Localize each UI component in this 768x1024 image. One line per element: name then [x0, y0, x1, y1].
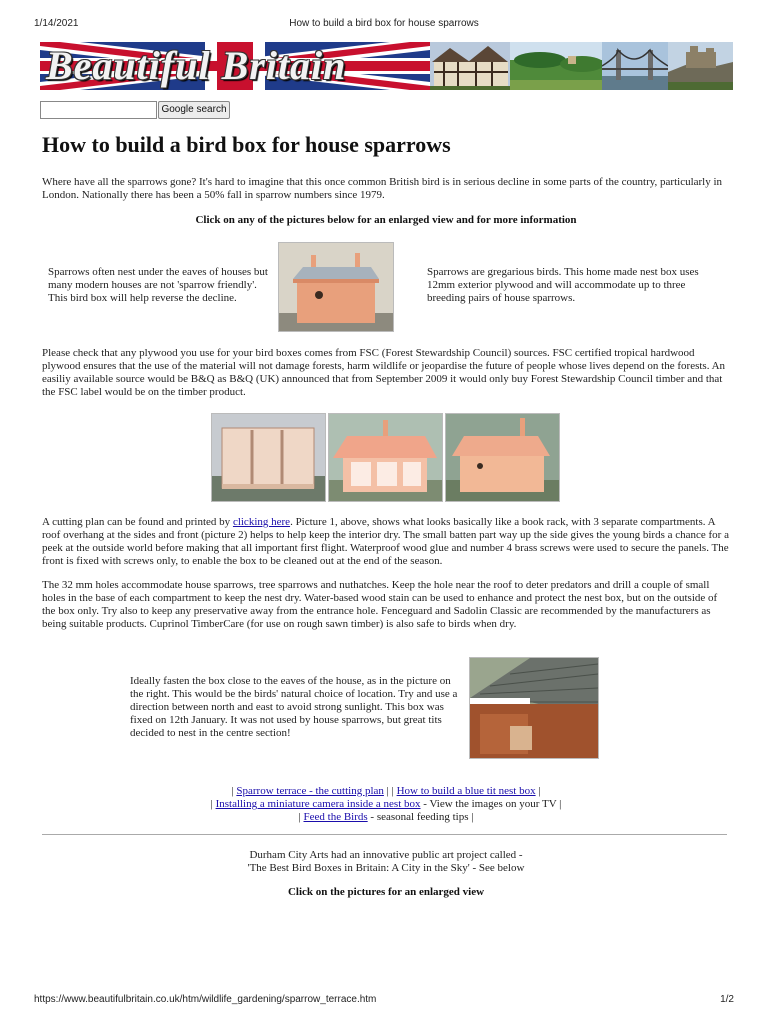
banner-photo-bridge	[602, 42, 668, 90]
holes-paragraph: The 32 mm holes accommodate house sparrows, tree sparrows and nuthatches. Keep the hole near the roof to deter predators and drill a couple of small holes in the base of each compartment to keep the nest dry. Water-based wood stain can be used to enhance and protect the nest box, but on the outside of the box only. Try also to keep any preservative away from the entrance hole. Fenceguard and Sadolin Classic are recommended by the manufacturers as being suitable products. Cuprinol TimberCare (for use on rough sawn timber) is also safe to birds when dry.	[42, 579, 718, 630]
nest-box-on-house-photo[interactable]	[469, 657, 599, 759]
fsc-paragraph: Please check that any plywood you use for your bird boxes comes from FSC (Forest Stewardship Council) sources. FSC certified tropical hardwood plywood ensures that the use of the material will not damage forests, harm wildlife or jeopardise the future of people whose lives depend on the forests. An easiliy available source would be B&Q as B&Q (UK) announced that from September 2009 it would only buy Forest Stewardship Council timber and that the FSC label would be on the timber product.	[42, 347, 726, 398]
nest-box-photo-1[interactable]	[211, 413, 326, 502]
nest-box-photo-main[interactable]	[278, 242, 394, 332]
link-suffix: - seasonal feeding tips |	[367, 811, 474, 823]
intro-paragraph: Where have all the sparrows gone? It's hard to imagine that this once common British bird is in serious decline in some parts of the country, particularly in London. Nationally there has been a 50% fall in sparrow numbers since 1979.	[42, 176, 723, 201]
cutting-text-before: A cutting plan can be found and printed by	[42, 516, 233, 528]
nest-box-photo-2[interactable]	[328, 413, 443, 502]
left-caption: Sparrows often nest under the eaves of houses but many modern houses are not 'sparrow friendly'. This bird box will help reverse the decline.	[48, 266, 268, 304]
nest-box-photo-3[interactable]	[445, 413, 560, 502]
site-logo-text: Beautiful Britain	[46, 43, 347, 88]
separator: |	[535, 785, 541, 797]
print-page-number: 1/2	[720, 994, 734, 1005]
separator: |	[298, 811, 304, 823]
related-links-line-3	[42, 810, 730, 824]
banner-photo-castle	[668, 42, 733, 90]
cutting-text-after: . Picture 1, above, shows what looks basically like a book rack, with 3 separate compartments. A roof overhang at the sides and front (picture 2) helps to help keep the interior dry. The small batten part way up the side gives the young birds a chance for a peek at the outside world before making that all important first flight. Waterproof wood glue and number 4 brass screws were used to secure the panels. The front is fixed with screws only, to enable the box to be cleaned out at the end of the season.	[42, 516, 729, 567]
blue-tit-nest-box-link[interactable]: How to build a blue tit nest box	[396, 785, 536, 797]
link-suffix: - View the images on your TV |	[420, 798, 562, 810]
banner-photo-countryside	[510, 42, 602, 90]
print-footer	[34, 994, 734, 1008]
page-title: How to build a bird box for house sparrows	[42, 132, 451, 157]
site-banner[interactable]	[40, 42, 733, 90]
right-caption: Sparrows are gregarious birds. This home made nest box uses 12mm exterior plywood and will accommodate up to three breeding pairs of house sparrows.	[427, 266, 699, 304]
google-search-button[interactable]: Google search	[158, 101, 230, 119]
miniature-camera-link[interactable]: Installing a miniature camera inside a nest box	[215, 798, 421, 810]
print-date: 1/14/2021	[34, 18, 79, 29]
click-note: Click on any of the pictures below for an enlarged view and for more information	[195, 214, 577, 226]
divider	[42, 834, 727, 835]
related-links-line-2	[42, 797, 730, 811]
separator: |	[210, 798, 216, 810]
search-input[interactable]	[40, 101, 157, 119]
print-title: How to build a bird box for house sparrows	[289, 18, 479, 29]
durham-line-1: Durham City Arts had an innovative public art project called -	[249, 849, 523, 861]
durham-line-2: 'The Best Bird Boxes in Britain: A City in the Sky' - See below	[247, 862, 525, 874]
print-header	[34, 18, 734, 32]
separator: |	[231, 785, 237, 797]
clicking-here-link[interactable]: clicking here	[232, 516, 291, 528]
banner-photo-tudor-house	[430, 42, 510, 90]
fasten-paragraph: Ideally fasten the box close to the eaves of the house, as in the picture on the right. This would be the birds' natural choice of location. Try and use a direction between north and east to avoid strong sunlight. This box was fixed on 12th January. It was not used by house sparrows, but great tits decided to nest in the centre section!	[130, 675, 458, 739]
enlarge-note: Click on the pictures for an enlarged view	[287, 886, 485, 898]
related-links-line-1	[42, 784, 730, 798]
separator: | |	[383, 785, 397, 797]
print-url: https://www.beautifulbritain.co.uk/htm/wildlife_gardening/sparrow_terrace.htm	[34, 994, 377, 1005]
cutting-plan-paragraph	[42, 516, 730, 568]
sparrow-terrace-cutting-plan-link[interactable]: Sparrow terrace - the cutting plan	[236, 785, 384, 797]
feed-the-birds-link[interactable]: Feed the Birds	[303, 811, 368, 823]
